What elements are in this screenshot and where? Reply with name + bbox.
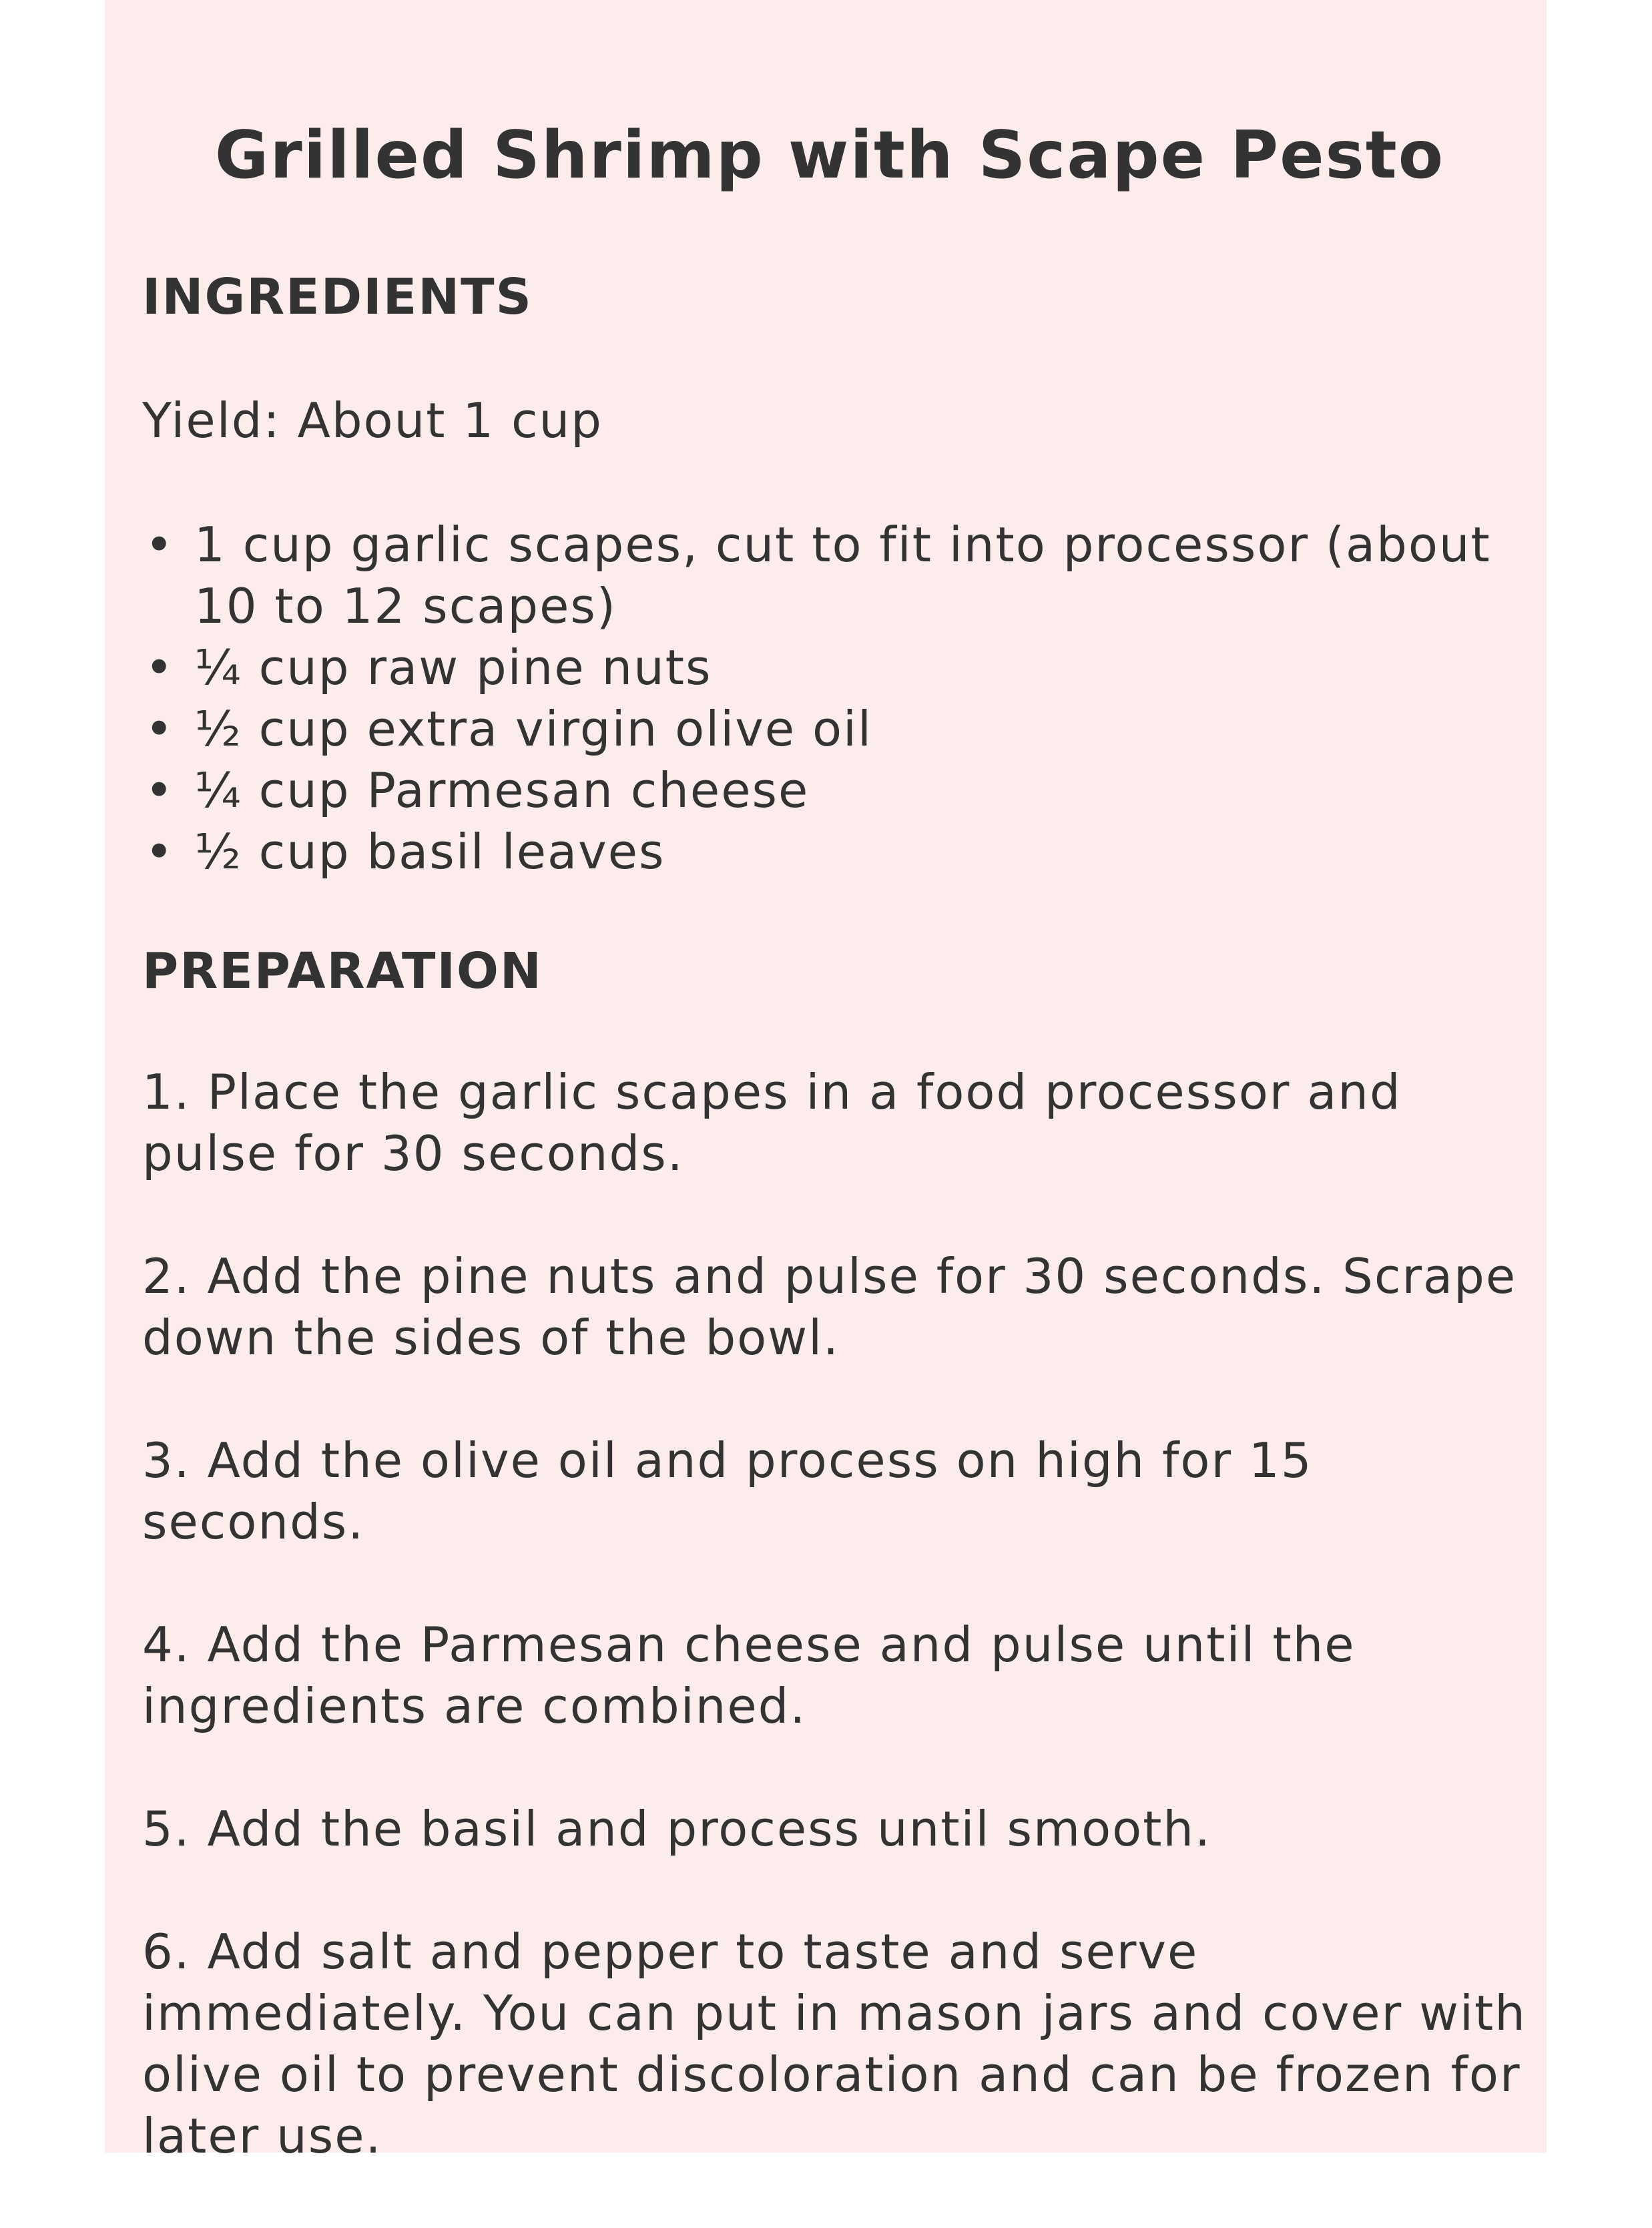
ingredients-list	[142, 514, 1517, 882]
step-item: 3. Add the olive oil and process on high for 15 seconds.	[142, 1432, 1313, 1550]
bullet-icon: •	[145, 762, 175, 818]
ingredient-item	[142, 760, 1517, 821]
preparation-steps	[142, 1061, 1531, 2228]
ingredient-text: ½ cup basil leaves	[194, 824, 665, 880]
bullet-icon: •	[145, 824, 175, 880]
preparation-heading: PREPARATION	[142, 942, 543, 1000]
step-item: 5. Add the basil and process until smooth.	[142, 1801, 1211, 1857]
step-item: 1. Place the garlic scapes in a food processor and pulse for 30 seconds.	[142, 1064, 1402, 1181]
recipe-title: Grilled Shrimp with Scape Pesto	[214, 117, 1445, 194]
recipe-card	[105, 0, 1547, 2164]
ingredient-item	[142, 514, 1517, 637]
ingredient-text: ½ cup extra virgin olive oil	[194, 701, 873, 757]
step-item: 4. Add the Parmesan cheese and pulse until the ingredients are combined.	[142, 1617, 1356, 1734]
bullet-icon: •	[145, 701, 175, 757]
yield-text: Yield: About 1 cup	[142, 392, 603, 449]
ingredients-heading: INGREDIENTS	[142, 268, 533, 326]
ingredient-text: ¼ cup raw pine nuts	[194, 639, 712, 695]
ingredient-item	[142, 637, 1517, 698]
step-item: 2. Add the pine nuts and pulse for 30 seconds. Scrape down the sides of the bowl.	[142, 1248, 1517, 1366]
ingredient-item	[142, 821, 1517, 882]
bullet-icon: •	[145, 639, 175, 695]
ingredient-text: ¼ cup Parmesan cheese	[194, 762, 810, 818]
ingredient-text: 1 cup garlic scapes, cut to fit into processor (about 10 to 12 scapes)	[194, 517, 1491, 634]
bullet-icon: •	[145, 517, 175, 573]
step-item: 6. Add salt and pepper to taste and serve immediately. You can put in mason jars and cover with olive oil to prevent discoloration and can be frozen for later use.	[142, 1924, 1527, 2164]
ingredient-item	[142, 698, 1517, 760]
